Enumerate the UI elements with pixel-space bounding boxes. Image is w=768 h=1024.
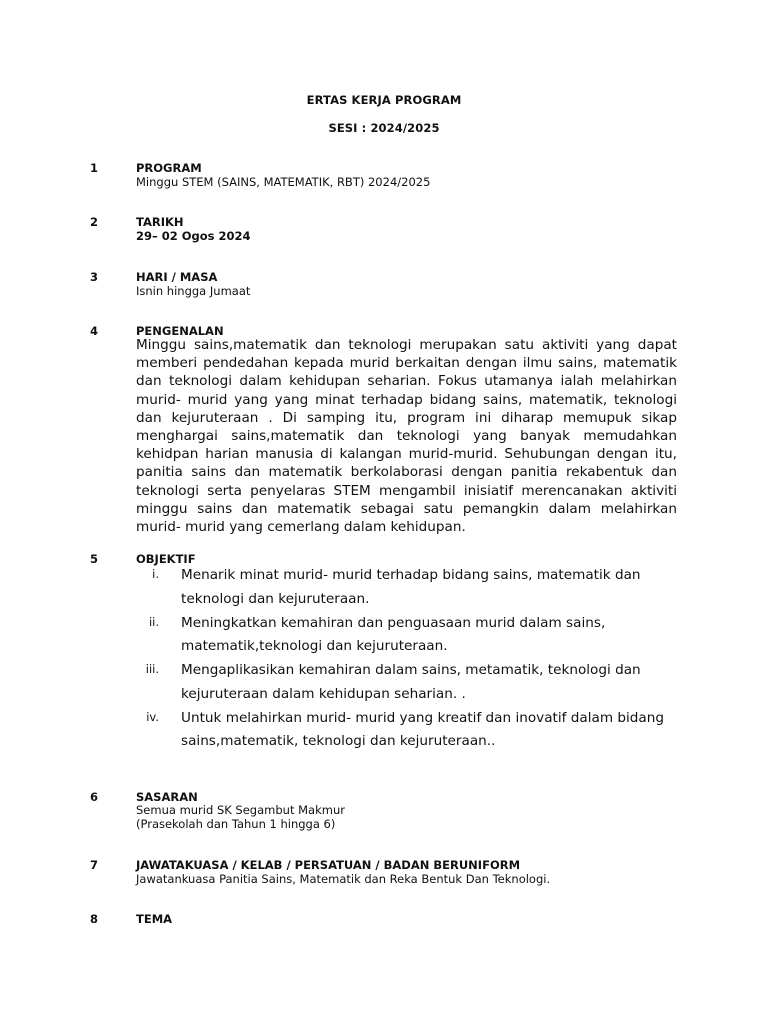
list-item-number: iv. — [146, 709, 159, 724]
section-number: 6 — [90, 790, 99, 804]
document-title: ERTAS KERJA PROGRAM — [306, 93, 462, 107]
list-item-text: Untuk melahirkan murid- murid yang kreatif dan inovatif dalam bidang sains,matematik, teknologi dan kejuruteraan.. — [181, 709, 664, 750]
list-item-text: Mengaplikasikan kemahiran dalam sains, metamatik, teknologi dan kejuruteraan dalam kehidupan seharian. . — [181, 662, 641, 702]
section-number: 3 — [90, 270, 99, 284]
objektif-list — [136, 564, 677, 754]
section-heading-hari-masa: HARI / MASA — [136, 270, 218, 284]
section-heading-tema: TEMA — [136, 912, 173, 926]
jawatakuasa-value: Jawatankuasa Panitia Sains, Matematik dan Reka Bentuk Dan Teknologi. — [136, 872, 551, 886]
program-value: Minggu STEM (SAINS, MATEMATIK, RBT) 2024/2025 — [136, 175, 431, 189]
session-label: SESI : 2024/2025 — [328, 121, 440, 135]
list-item-text: Meningkatkan kemahiran dan penguasaan murid dalam sains, matematik,teknologi dan kejuruteraan. — [181, 614, 606, 655]
section-number: 1 — [90, 161, 99, 175]
pengenalan-paragraph: Minggu sains,matematik dan teknologi merupakan satu aktiviti yang dapat memberi pendedahan kepada murid berkaitan dengan ilmu sains, matematik dan teknologi dalam kehidupan seharian. Fokus utamanya ialah melahirkan murid- murid yang yang minat terhadap bidang sains, matematik, teknologi dan kejuruteraan . Di samping itu, program ini diharap memupuk sikap menghargai sains,matematik dan teknologi yang banyak memudahkan kehidpan harian manusia di kalangan murid-murid. Sehubungan dengan itu, panitia sains dan matematik berkolaborasi dengan panitia rekabentuk dan teknologi serta penyelaras STEM mengambil inisiatif merencanakan aktiviti minggu sains dan matematik sebagai satu pemangkin dalam melahirkan murid- murid yang cemerlang dalam kehidupan. — [136, 337, 677, 536]
list-item — [136, 612, 677, 660]
section-number: 5 — [90, 552, 99, 566]
sasaran-line-2: (Prasekolah dan Tahun 1 hingga 6) — [136, 817, 336, 831]
section-heading-sasaran: SASARAN — [136, 790, 198, 804]
section-number: 2 — [90, 215, 99, 229]
list-item-number: i. — [152, 567, 159, 581]
list-item — [136, 659, 677, 707]
section-heading-objektif: OBJEKTIF — [136, 552, 196, 566]
list-item-text: Menarik minat murid- murid terhadap bidang sains, matematik dan teknologi dan kejuruteraan. — [181, 567, 641, 607]
list-item-number: iii. — [145, 662, 159, 676]
section-heading-tarikh: TARIKH — [136, 215, 184, 229]
section-heading-jawatakuasa: JAWATAKUASA / KELAB / PERSATUAN / BADAN BERUNIFORM — [136, 858, 521, 872]
list-item — [136, 564, 677, 612]
section-number: 7 — [90, 858, 99, 872]
section-number: 4 — [90, 324, 99, 338]
section-heading-program: PROGRAM — [136, 161, 202, 175]
section-number: 8 — [90, 912, 99, 926]
section-heading-pengenalan: PENGENALAN — [136, 324, 224, 338]
tarikh-value: 29– 02 Ogos 2024 — [136, 229, 251, 243]
list-item-number: ii. — [148, 614, 159, 629]
list-item — [136, 707, 677, 755]
hari-masa-value: Isnin hingga Jumaat — [136, 284, 251, 298]
sasaran-line-1: Semua murid SK Segambut Makmur — [136, 803, 345, 817]
